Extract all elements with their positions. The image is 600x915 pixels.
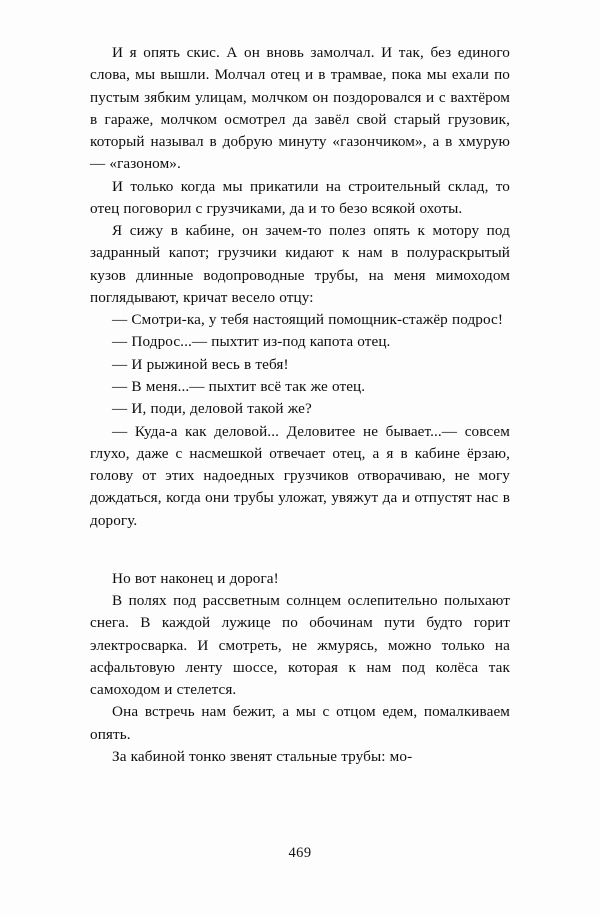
dialog-line: — Куда-а как деловой... Деловитее не бывает...— совсем глухо, даже с насмешкой отвечает отец, а я в кабине ёрзаю, голову от этих надоедных грузчиков отворачиваю, не могу дождаться, когда они трубы уложат, увяжут да и отпустят нас в дорогу. (90, 422, 510, 529)
section-break (90, 532, 510, 568)
page-number: 469 (288, 845, 312, 861)
paragraph: И только когда мы прикатили на строительный склад, то отец поговорил с грузчиками, да и то безо всякой охоты. (90, 177, 510, 217)
paragraph: В полях под рассветным солнцем ослепительно полыхают снега. В каждой лужице по обочинам пути будто горит электросварка. И смотреть, не жмурясь, можно только на асфальтовую ленту шоссе, которая к нам под колёса так самоходом и стелется. (90, 592, 510, 699)
body-text-column (90, 42, 510, 768)
paragraph: За кабиной тонко звенят стальные трубы: мо- (112, 747, 413, 765)
paragraph: Но вот наконец и дорога! (112, 569, 279, 587)
paragraph: Она встречь нам бежит, а мы с отцом едем, помалкиваем опять. (90, 703, 510, 743)
paragraph: И я опять скис. А он вновь замолчал. И так, без единого слова, мы вышли. Молчал отец и в трамвае, пока мы ехали по пустым зябким улицам, молчком он поздоровался и с вахтёром в гараже, молчком осмотрел да завёл свой старый грузовик, который называл в добрую минуту «газончиком», а в хмурую — «газоном». (90, 44, 510, 173)
dialog-line: — Подрос...— пыхтит из-под капота отец. (112, 333, 391, 351)
dialog-line: — И, поди, деловой такой же? (112, 400, 312, 418)
dialog-line: — И рыжиной весь в тебя! (112, 355, 289, 373)
paragraph: Я сижу в кабине, он зачем-то полез опять к мотору под задранный капот; грузчики кидают к нам в полураскрытый кузов длинные водопроводные трубы, на меня мимоходом поглядывают, кричат весело отцу: (90, 222, 510, 306)
dialog-line: — В меня...— пыхтит всё так же отец. (112, 377, 366, 395)
dialog-line: — Смотри-ка, у тебя настоящий помощник-стажёр подрос! (112, 311, 504, 329)
